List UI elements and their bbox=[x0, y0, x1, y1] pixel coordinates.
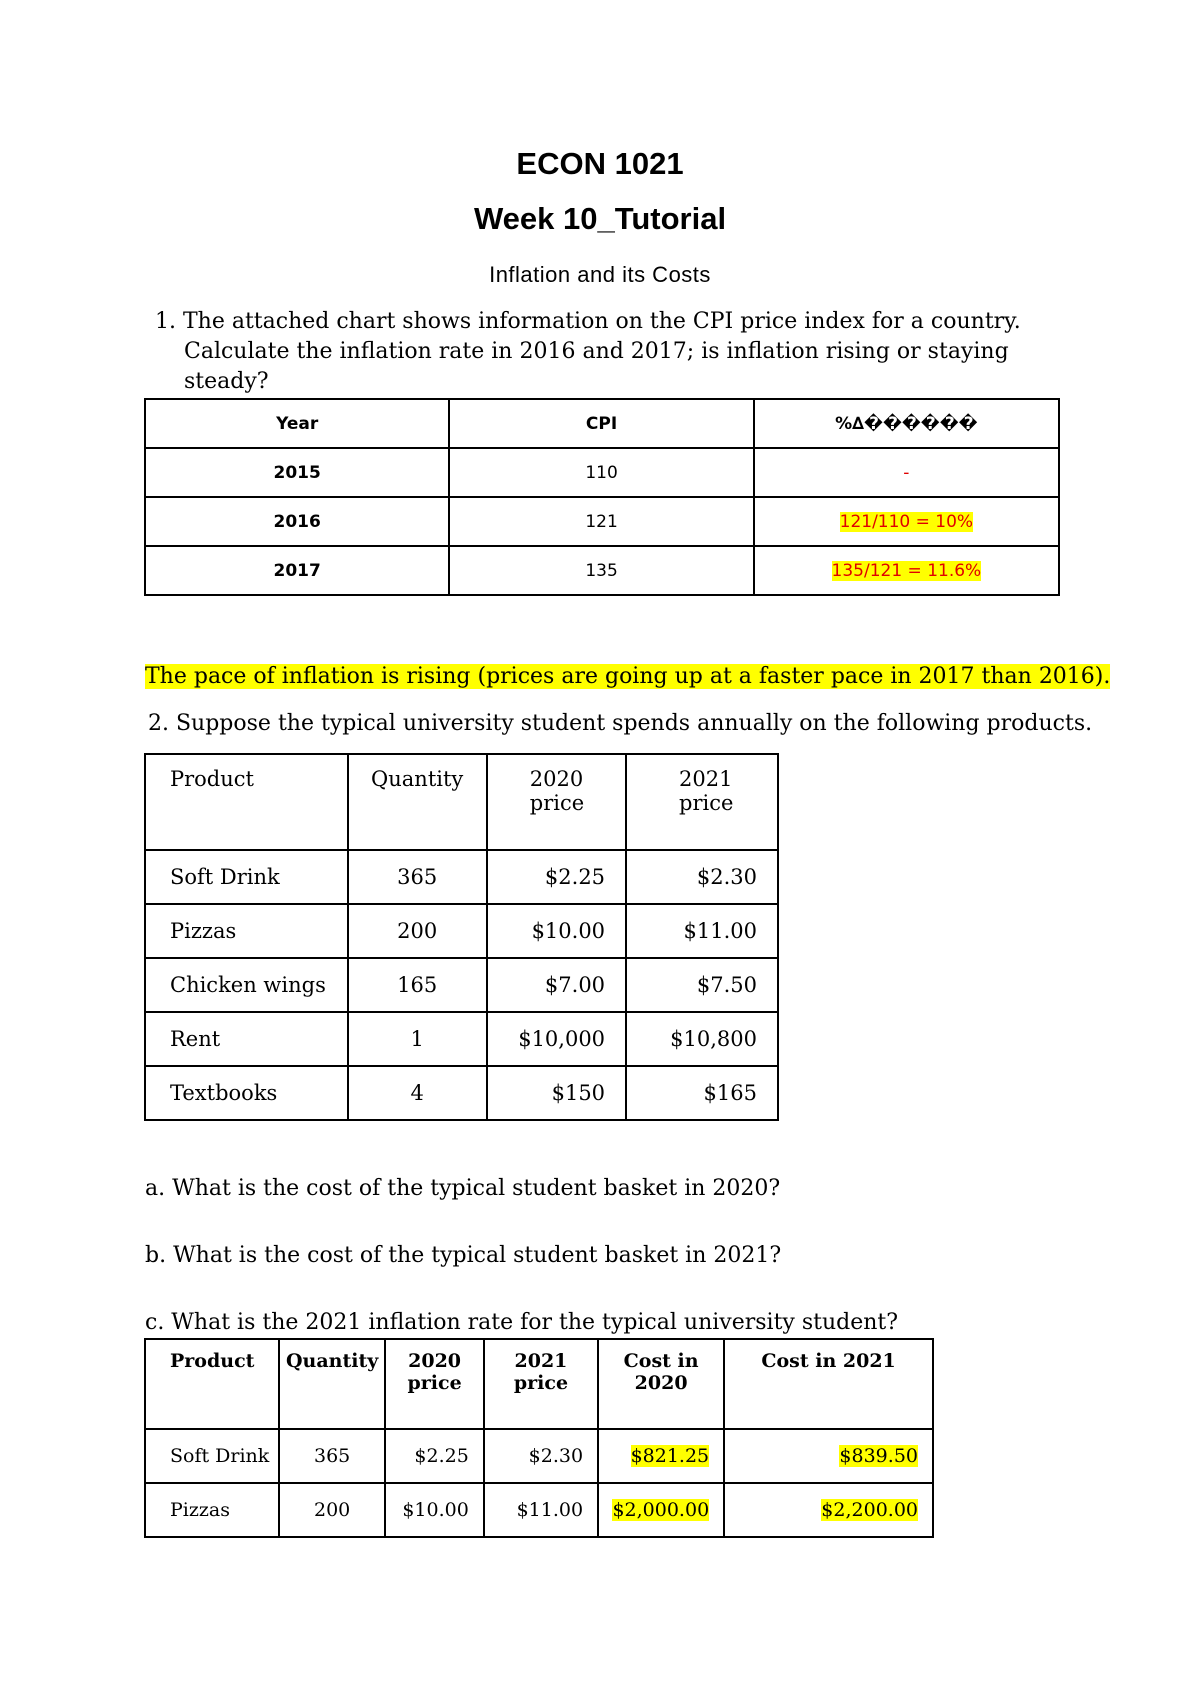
price-2020-cell: $10,000 bbox=[487, 1012, 626, 1066]
header-year: Year bbox=[145, 399, 449, 448]
change-cell bbox=[754, 448, 1059, 497]
cost-2020-cell: $821.25 bbox=[598, 1429, 724, 1483]
table-row bbox=[145, 1483, 933, 1537]
table-row bbox=[145, 1012, 778, 1066]
product-cell: Pizzas bbox=[145, 904, 348, 958]
product-cell: Pizzas bbox=[145, 1483, 279, 1537]
cpi-cell: 110 bbox=[449, 448, 753, 497]
header-quantity: Quantity bbox=[348, 754, 487, 850]
quantity-cell: 365 bbox=[348, 850, 487, 904]
header-2021-price: 2021 price bbox=[484, 1339, 598, 1429]
product-cell: Soft Drink bbox=[145, 1429, 279, 1483]
change-value: - bbox=[903, 462, 910, 483]
q2-intro: 2. Suppose the typical university student spends annually on the following products. bbox=[148, 711, 1093, 736]
table-row bbox=[145, 1429, 933, 1483]
product-table bbox=[144, 753, 779, 1121]
table-header-row bbox=[145, 399, 1059, 448]
change-value: 121/110 = 10% bbox=[839, 511, 974, 532]
price-2021-cell: $2.30 bbox=[484, 1429, 598, 1483]
header-2021-price: 2021 price bbox=[626, 754, 778, 850]
table-row bbox=[145, 546, 1059, 595]
quantity-cell: 4 bbox=[348, 1066, 487, 1120]
price-2020-cell: $150 bbox=[487, 1066, 626, 1120]
quantity-cell: 1 bbox=[348, 1012, 487, 1066]
quantity-cell: 165 bbox=[348, 958, 487, 1012]
cpi-cell: 135 bbox=[449, 546, 753, 595]
price-2020-cell: $2.25 bbox=[487, 850, 626, 904]
product-cell: Rent bbox=[145, 1012, 348, 1066]
product-cell: Textbooks bbox=[145, 1066, 348, 1120]
quantity-cell: 365 bbox=[279, 1429, 385, 1483]
q1-answer: The pace of inflation is rising (prices are going up at a faster pace in 2017 than 2016). bbox=[145, 664, 1111, 689]
year-cell: 2016 bbox=[145, 497, 449, 546]
change-cell bbox=[754, 546, 1059, 595]
q1-line3: steady? bbox=[184, 369, 269, 394]
cost-2021-cell: $2,200.00 bbox=[724, 1483, 933, 1537]
question-c: c. What is the 2021 inflation rate for the typical university student? bbox=[145, 1310, 899, 1335]
header-2020-price: 2020 price bbox=[487, 754, 626, 850]
year-cell: 2015 bbox=[145, 448, 449, 497]
price-2020-cell: $2.25 bbox=[385, 1429, 484, 1483]
year-cell: 2017 bbox=[145, 546, 449, 595]
quantity-cell: 200 bbox=[348, 904, 487, 958]
product-cell: Chicken wings bbox=[145, 958, 348, 1012]
change-cell bbox=[754, 497, 1059, 546]
q1-line1: 1. The attached chart shows information on the CPI price index for a country. bbox=[155, 309, 1021, 334]
topic-title: Inflation and its Costs bbox=[489, 262, 711, 287]
table-row bbox=[145, 497, 1059, 546]
header-cpi: CPI bbox=[449, 399, 753, 448]
price-2020-cell: $10.00 bbox=[385, 1483, 484, 1537]
price-2021-cell: $10,800 bbox=[626, 1012, 778, 1066]
table-row bbox=[145, 958, 778, 1012]
price-2021-cell: $2.30 bbox=[626, 850, 778, 904]
header-2020-price: 2020 price bbox=[385, 1339, 484, 1429]
price-2021-cell: $7.50 bbox=[626, 958, 778, 1012]
price-2021-cell: $11.00 bbox=[626, 904, 778, 958]
price-2020-cell: $7.00 bbox=[487, 958, 626, 1012]
product-cell: Soft Drink bbox=[145, 850, 348, 904]
table-row bbox=[145, 448, 1059, 497]
question-a: a. What is the cost of the typical student basket in 2020? bbox=[145, 1176, 781, 1201]
price-2021-cell: $165 bbox=[626, 1066, 778, 1120]
price-2020-cell: $10.00 bbox=[487, 904, 626, 958]
quantity-cell: 200 bbox=[279, 1483, 385, 1537]
header-cost-2021: Cost in 2021 bbox=[724, 1339, 933, 1429]
question-b: b. What is the cost of the typical student basket in 2021? bbox=[145, 1243, 782, 1268]
table-row bbox=[145, 1066, 778, 1120]
cost-2021-cell: $839.50 bbox=[724, 1429, 933, 1483]
q1-line2: Calculate the inflation rate in 2016 and 2017; is inflation rising or staying bbox=[184, 339, 1009, 364]
table-row bbox=[145, 904, 778, 958]
price-2021-cell: $11.00 bbox=[484, 1483, 598, 1537]
header-quantity: Quantity bbox=[279, 1339, 385, 1429]
cpi-cell: 121 bbox=[449, 497, 753, 546]
header-change: %∆������ bbox=[754, 399, 1059, 448]
header-product: Product bbox=[145, 754, 348, 850]
course-title: ECON 1021 bbox=[516, 146, 684, 181]
cpi-table bbox=[144, 398, 1060, 596]
cost-2020-cell: $2,000.00 bbox=[598, 1483, 724, 1537]
header-cost-2020: Cost in 2020 bbox=[598, 1339, 724, 1429]
week-title: Week 10_Tutorial bbox=[473, 201, 727, 236]
table-header-row bbox=[145, 754, 778, 850]
header-product: Product bbox=[145, 1339, 279, 1429]
table-header-row bbox=[145, 1339, 933, 1429]
cost-table bbox=[144, 1338, 934, 1538]
table-row bbox=[145, 850, 778, 904]
change-value: 135/121 = 11.6% bbox=[831, 560, 982, 581]
